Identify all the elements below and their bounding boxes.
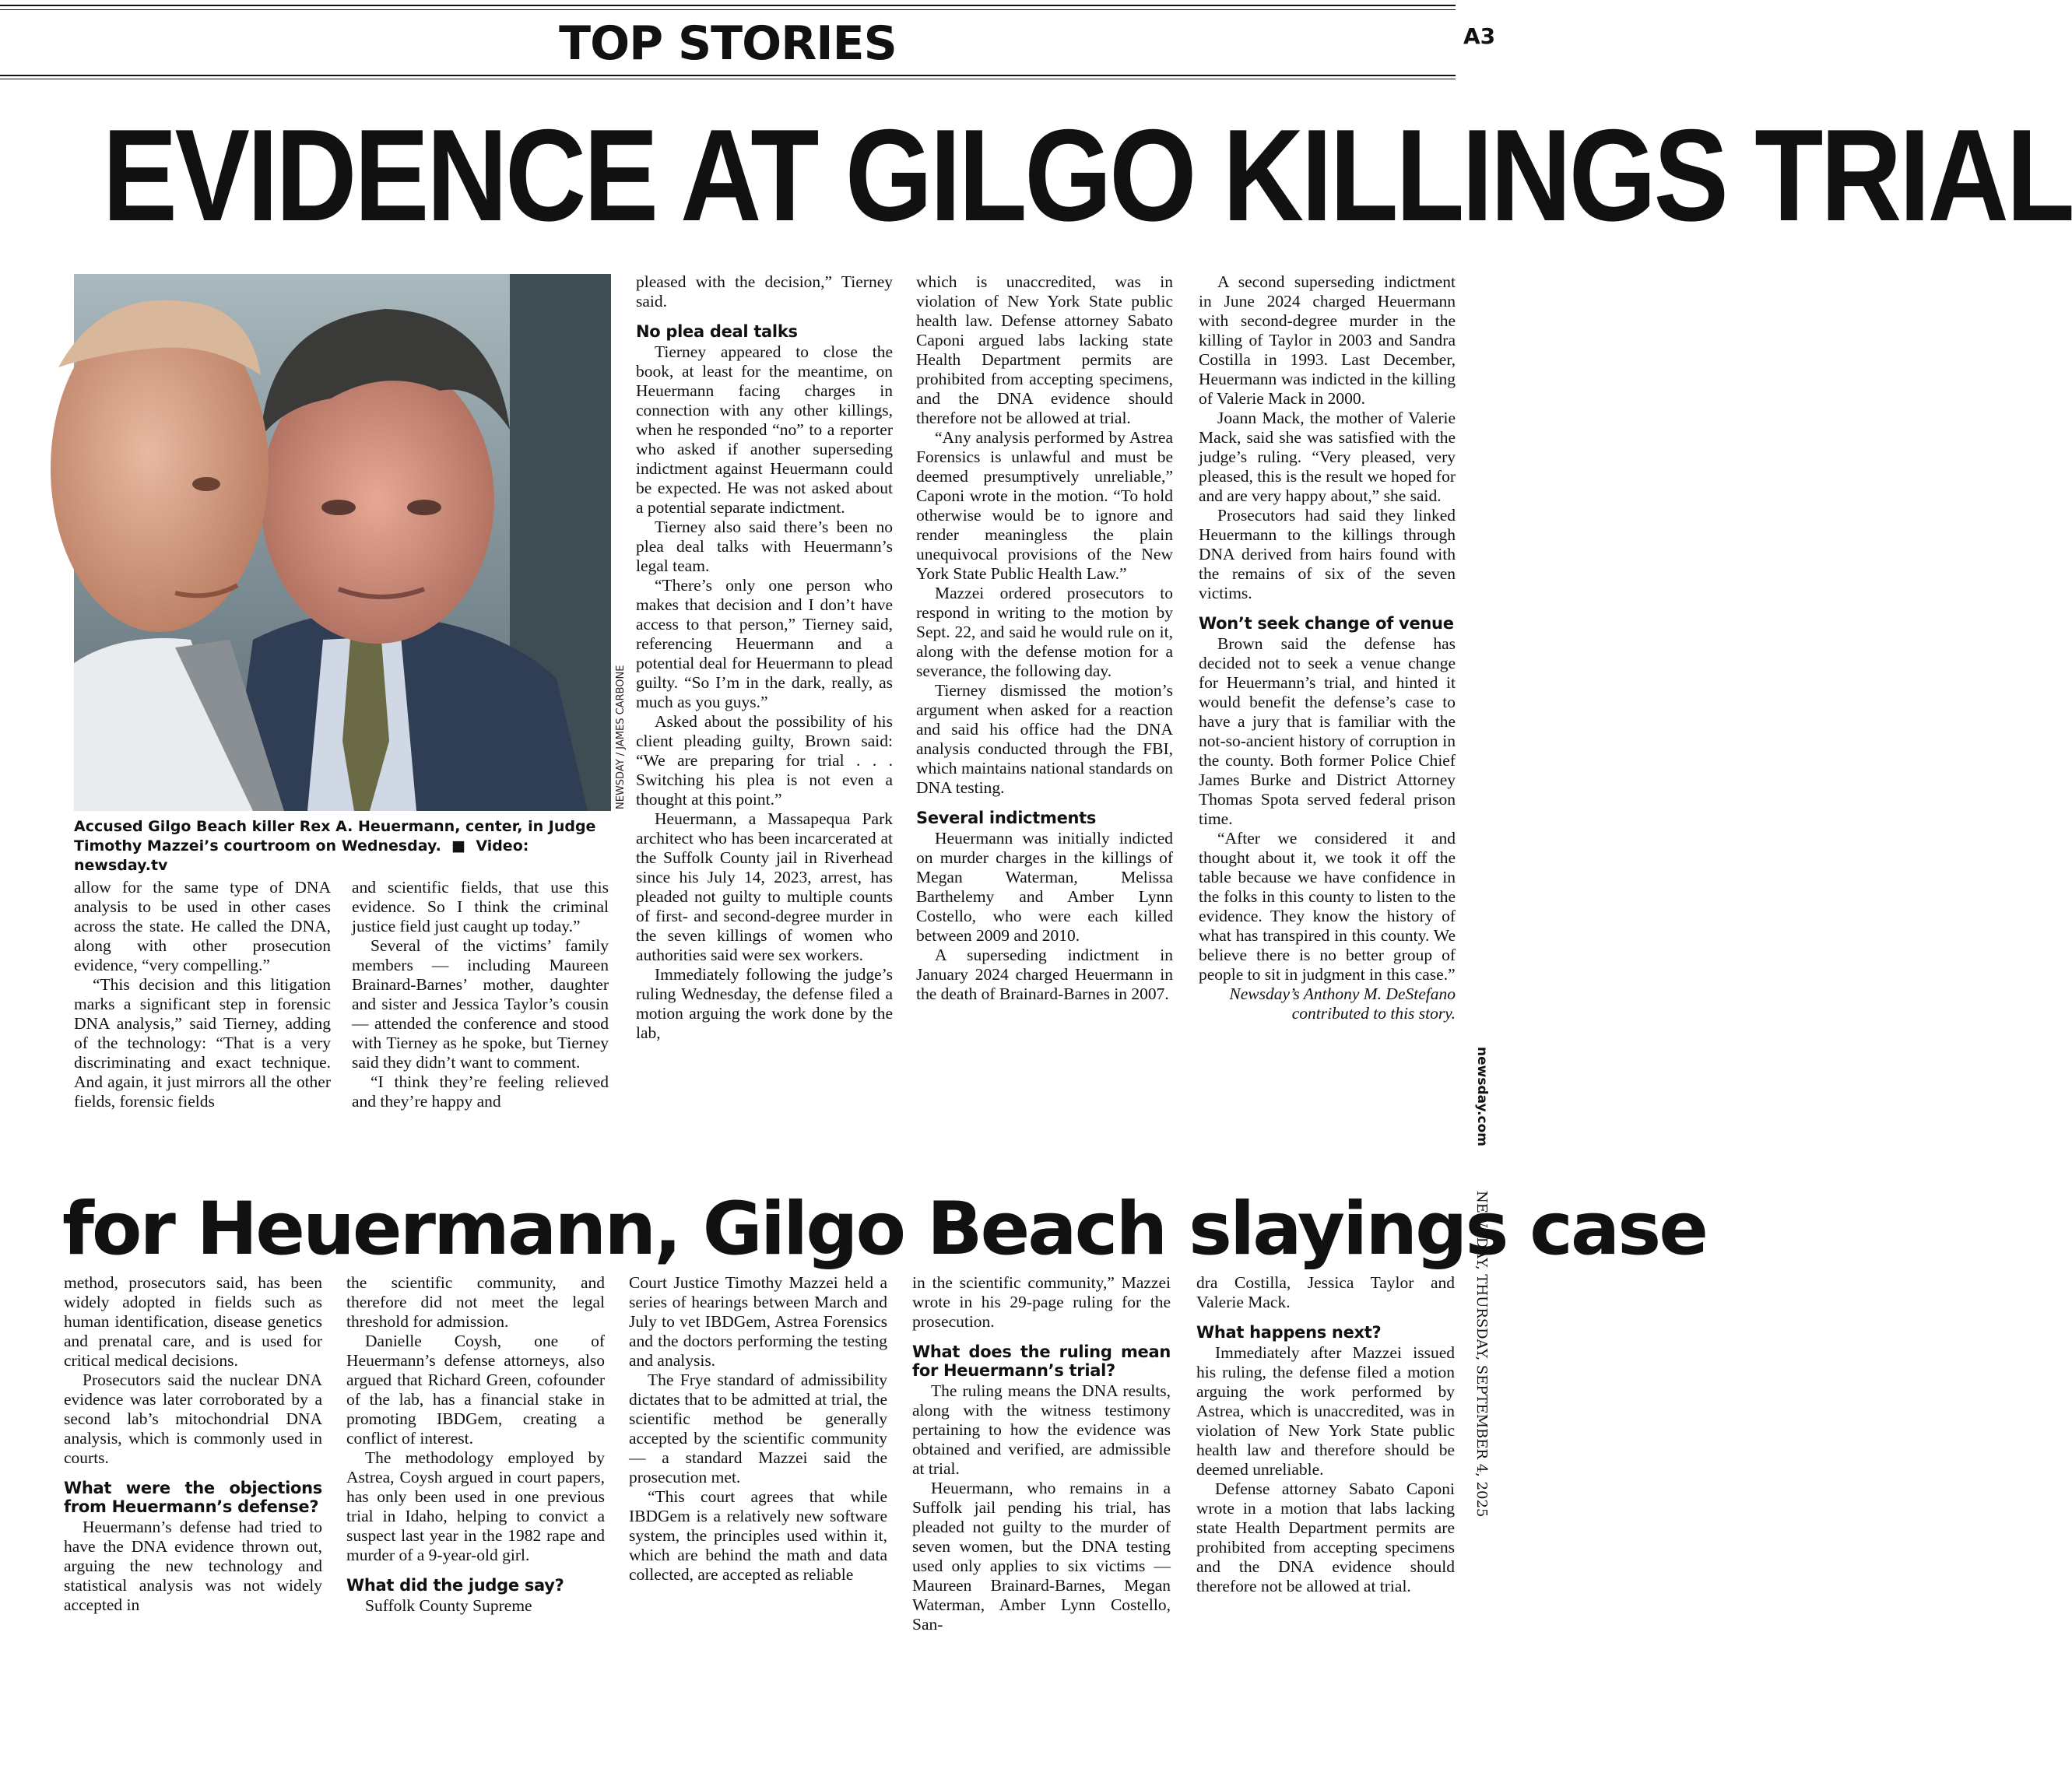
paragraph: “This decision and this litigation marks a significant step in forensic DNA analysis,” said Tierney, adding of the technology: “That is a very discriminating and exact technique. And again, it just mirrors all the other fields, forensic fields xyxy=(74,975,331,1111)
paragraph: Suffolk County Supreme xyxy=(365,1596,532,1615)
bottom-column-5 xyxy=(1196,1273,1455,1596)
paragraph: and scientific fields, that use this evidence. So I think the criminal justice field just caught up today.” xyxy=(352,878,609,935)
paragraph: Tierney also said there’s been no plea deal talks with Heuermann’s legal team. xyxy=(636,518,893,575)
paragraph: The Frye standard of admissibility dictates that to be admitted at trial, the scientific method be generally accepted by the scientific community — a standard Mazzei said the prosecution met. xyxy=(629,1371,887,1486)
photo-illustration xyxy=(74,274,611,811)
dateline: NEWSDAY, THURSDAY, SEPTEMBER 4, 2025 xyxy=(1473,1191,1490,1518)
masthead-rule xyxy=(0,75,1456,76)
caption-video-link[interactable]: Video: newsday.tv xyxy=(74,837,529,874)
subhead: Several indictments xyxy=(916,809,1097,827)
paragraph: The ruling means the DNA results, along with the witness testimony pertaining to how the evidence was obtained and verified, are admissible at trial. xyxy=(912,1381,1171,1478)
top-column-2 xyxy=(352,878,609,1111)
paragraph: in the scientific community,” Mazzei wrote in his 29-page ruling for the prosecution. xyxy=(912,1273,1171,1331)
paragraph: “There’s only one person who makes that decision and I don’t have access to that person,” Tierney said, referencing Heuermann and a potential deal for Heuermann to plead guilty. “So I’m in the dark, really, as much as you guys.” xyxy=(636,576,893,711)
top-column-4 xyxy=(916,272,1173,1004)
paragraph: Mazzei ordered prosecutors to respond in writing to the motion by Sept. 22, and said he would rule on it, along with the defense motion for a severance, the following day. xyxy=(916,584,1173,680)
paragraph: Defense attorney Sabato Caponi wrote in a motion that labs lacking state Health Department permits are prohibited from accepting specimens and the DNA evidence should therefore not be allowed at trial. xyxy=(1196,1479,1455,1595)
photo-credit: NEWSDAY / JAMES CARBONE xyxy=(615,665,627,809)
paragraph: “I think they’re feeling relieved and they’re happy and xyxy=(352,1072,609,1111)
bottom-column-4 xyxy=(912,1273,1171,1634)
paragraph: Heuermann’s defense had tried to have the DNA evidence thrown out, arguing the new technology and statistical analysis was not widely accepted in xyxy=(64,1518,322,1614)
subhead: What happens next? xyxy=(1196,1323,1382,1342)
top-column-3 xyxy=(636,272,893,1043)
paragraph: “After we considered it and thought about it, we took it off the table because we have confidence in the folks in this county to listen to the evidence. They know the history of what has transpired in this county. We believe there is no better group of people to sit in judgment in this case.” xyxy=(1199,829,1456,984)
paragraph: allow for the same type of DNA analysis to be used in other cases across the state. He called the DNA, along with other prosecution evidence, “very compelling.” xyxy=(74,878,331,974)
subhead: What did the judge say? xyxy=(346,1576,564,1595)
website-label: newsday.com xyxy=(1474,1047,1490,1147)
paragraph: method, prosecutors said, has been widely adopted in fields such as human identification, disease genetics and prenatal care, and is used for critical medical decisions. xyxy=(64,1273,322,1370)
paragraph: Tierney appeared to close the book, at least for the meantime, on Heuermann facing charges in connection with any other killings, when he responded “no” to a reporter who asked if another superseding indictment against Heuermann could be expected. He was not asked about a potential separate indictment. xyxy=(636,342,893,517)
paragraph: Prosecutors said the nuclear DNA evidence was later corroborated by a second lab’s mitochondrial DNA analysis, which is commonly used in courts. xyxy=(64,1371,322,1467)
paragraph: Joann Mack, the mother of Valerie Mack, said she was satisfied with the judge’s ruling. “Very pleased, very pleased, this is the result we hoped for and are very happy about,” she said. xyxy=(1199,409,1456,505)
paragraph: The methodology employed by Astrea, Coysh argued in court papers, has only been used in one previous trial in Idaho, helping to convict a suspect last year in the 1982 rape and murder of a 9-year-old girl. xyxy=(346,1448,605,1564)
bottom-column-1 xyxy=(64,1273,322,1615)
secondary-headline: for Heuermann, Gilgo Beach slayings case xyxy=(62,1187,1706,1272)
paragraph: Brown said the defense has decided not to seek a venue change for Heuermann’s trial, and hinted it would benefit the defense’s case to have a jury that is familiar with the not-so-ancient history of corruption in the county. Both former Police Chief James Burke and District Attorney Thomas Spota served federal prison time. xyxy=(1199,634,1456,828)
top-column-5 xyxy=(1199,272,1456,1023)
paragraph: Immediately after Mazzei issued his ruling, the defense filed a motion arguing the work performed by Astrea, which is unaccredited, was in violation of New York State public health law and therefore should be deemed unreliable. xyxy=(1196,1343,1455,1479)
section-title: TOP STORIES xyxy=(559,16,897,71)
subhead: No plea deal talks xyxy=(636,322,798,341)
paragraph: pleased with the decision,” Tierney said. xyxy=(636,272,893,311)
caption-text: Accused Gilgo Beach killer Rex A. Heuermann, center, in Judge Timothy Mazzei’s courtroom on Wednesday. xyxy=(74,818,596,855)
top-column-1 xyxy=(74,878,331,1111)
paragraph: which is unaccredited, was in violation of New York State public health law. Defense attorney Sabato Caponi argued labs lacking state Health Department permits are prohibited from accepting specimens, and the DNA evidence should therefore not be allowed at trial. xyxy=(916,272,1173,427)
paragraph: “This court agrees that while IBDGem is a relatively new software system, the principles used within it, which are behind the math and data collected, are accepted as reliable xyxy=(629,1487,887,1584)
bottom-column-2 xyxy=(346,1273,605,1616)
top-rule xyxy=(0,5,1456,6)
paragraph: Asked about the possibility of his client pleading guilty, Brown said: “We are preparing for trial . . . Switching his plea is not even a thought at this point.” xyxy=(636,712,893,809)
paragraph: dra Costilla, Jessica Taylor and Valerie Mack. xyxy=(1196,1273,1455,1311)
courtroom-photo xyxy=(74,274,611,811)
paragraph: Prosecutors had said they linked Heuermann to the killings through DNA derived from hairs found with the remains of six of the seven victims. xyxy=(1199,506,1456,602)
paragraph: Heuermann, who remains in a Suffolk jail pending his trial, has pleaded not guilty to the murder of seven women, but the DNA testing used only applies to six victims — Maureen Brainard-Barnes, Megan Waterman, Amber Lynn Costello, San- xyxy=(912,1479,1171,1634)
paragraph: Danielle Coysh, one of Heuermann’s defense attorneys, also argued that Richard Green, cofounder of the lab, has a financial stake in promoting IBDGem, creating a conflict of interest. xyxy=(346,1332,605,1448)
paragraph: Immediately following the judge’s ruling Wednesday, the defense filed a motion arguing the work done by the lab, xyxy=(636,965,893,1042)
page-number: A3 xyxy=(1463,23,1496,49)
subhead: Won’t seek change of venue xyxy=(1199,614,1454,633)
photo-caption xyxy=(74,817,619,876)
paragraph: Heuermann was initially indicted on murder charges in the killings of Megan Waterman, Melissa Barthelemy and Amber Lynn Costello, who were each killed between 2009 and 2010. xyxy=(916,829,1173,945)
paragraph: A superseding indictment in January 2024 charged Heuermann in the death of Brainard-Barnes in 2007. xyxy=(916,946,1173,1003)
paragraph: A second superseding indictment in June 2024 charged Heuermann with second-degree murder in the killing of Taylor in 2003 and Sandra Costilla in 1993. Last December, Heuermann was indicted in the killing of Valerie Mack in 2000. xyxy=(1199,272,1456,408)
subhead: What were the objections from Heuermann’s defense? xyxy=(64,1479,322,1516)
caption-square-icon: ■ xyxy=(446,837,471,855)
paragraph: Court Justice Timothy Mazzei held a series of hearings between March and July to vet IBDGem, Astrea Forensics and the doctors performing the testing and analysis. xyxy=(629,1273,887,1370)
paragraph: Heuermann, a Massapequa Park architect who has been incarcerated at the Suffolk County jail in Riverhead since his July 14, 2023, arrest, has pleaded not guilty to multiple counts of first- and second-degree murder in the seven killings of women who authorities said were sex workers. xyxy=(636,809,893,964)
paragraph: the scientific community, and therefore did not meet the legal threshold for admission. xyxy=(346,1273,605,1331)
contributor-credit: Newsday’s Anthony M. DeStefano contributed to this story. xyxy=(1229,984,1456,1023)
bottom-column-3 xyxy=(629,1273,887,1585)
top-rule-thin xyxy=(0,9,1456,10)
main-headline: EVIDENCE AT GILGO KILLINGS TRIAL xyxy=(102,102,2072,248)
paragraph: Tierney dismissed the motion’s argument when asked for a reaction and said his office had the DNA analysis conducted through the FBI, which maintains national standards on DNA testing. xyxy=(916,681,1173,797)
paragraph: “Any analysis performed by Astrea Forensics is unlawful and must be deemed presumptively unreliable,” Caponi wrote in the motion. “To hold otherwise would be to ignore and render meaningless the plain unequivocal provisions of the New York State Public Health Law.” xyxy=(916,428,1173,583)
subhead: What does the ruling mean for Heuermann’s trial? xyxy=(912,1342,1171,1380)
paragraph: Several of the victims’ family members — including Maureen Brainard-Barnes’ mother, daughter and sister and Jessica Taylor’s cousin — attended the conference and stood with Tierney as he spoke, but Tierney said they didn’t want to comment. xyxy=(352,936,609,1072)
